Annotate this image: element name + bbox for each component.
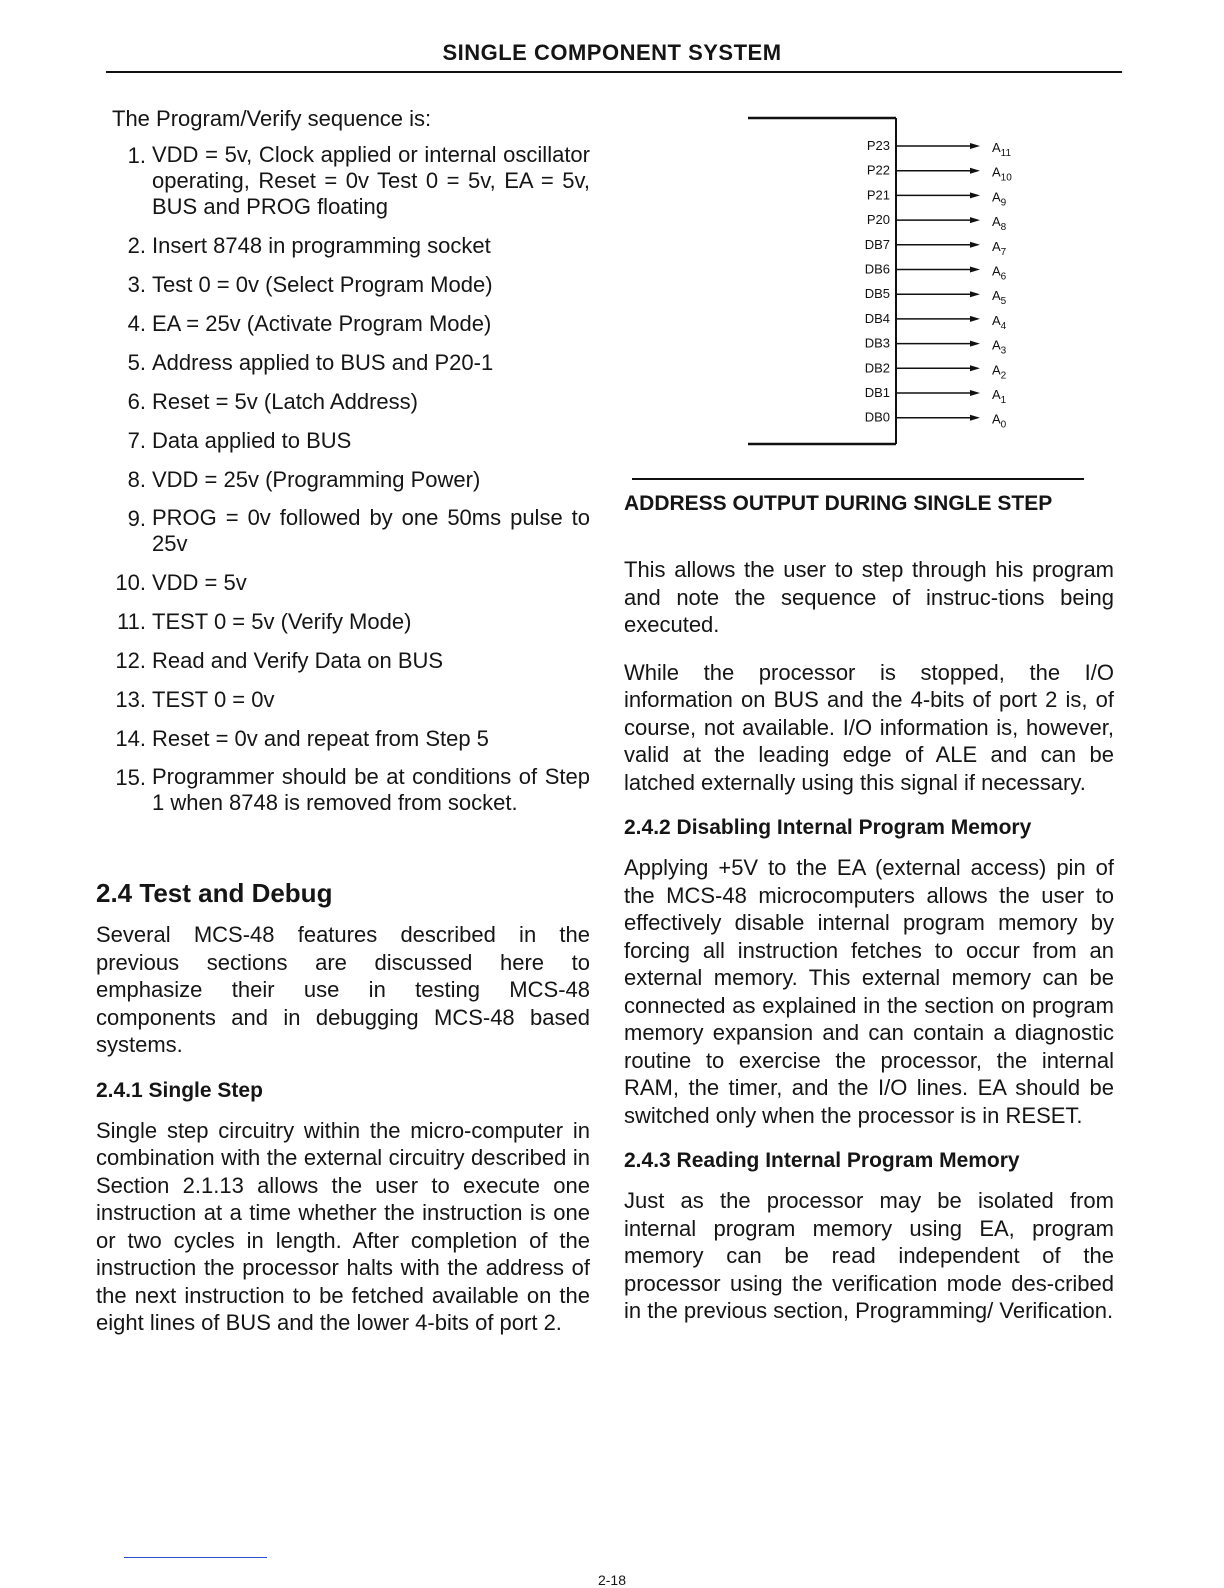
arrow-icon xyxy=(970,291,980,297)
pin-label: DB2 xyxy=(864,360,890,376)
pin-label: DB3 xyxy=(864,335,890,351)
arrow-icon xyxy=(970,217,980,223)
address-label: $A_8$ xyxy=(992,214,1007,234)
address-label: $A_0$ xyxy=(992,411,1007,431)
pin-label: DB5 xyxy=(864,286,890,302)
address-label: $A_5$ xyxy=(992,288,1007,308)
subsection-title-reading: 2.4.3 Reading Internal Program Memory xyxy=(624,1149,1020,1172)
pin-lines xyxy=(865,138,1013,431)
arrow-icon xyxy=(970,390,980,396)
arrow-icon xyxy=(970,192,980,198)
pin-label: DB4 xyxy=(864,310,890,326)
address-label: $A_{11}$ xyxy=(992,140,1012,159)
address-label: $A_6$ xyxy=(992,263,1007,283)
address-label: $A_2$ xyxy=(992,362,1007,382)
section-paragraph: Several MCS-48 features described in the previous sections are discussed here to emphasize their use in testing MCS-48 components and in debugging MCS-48 based systems. xyxy=(96,922,590,1057)
single-step-note: This allows the user to step through his program and note the sequence of instruc-tions being executed. xyxy=(624,557,1114,637)
left-column xyxy=(96,104,590,1357)
list-item: 2. Insert 8748 in programming socket xyxy=(127,233,491,258)
address-label: $A_4$ xyxy=(992,312,1007,332)
io-note: While the processor is stopped, the I/O information on BUS and the 4-bits of port 2 is, of course, not available. I/O information is, however, valid at the leading edge of ALE and can be latched externally using this signal if necessary. xyxy=(624,659,1114,795)
list-item: 14. Reset = 0v and repeat from Step 5 xyxy=(115,726,489,751)
arrow-icon xyxy=(970,341,980,347)
arrow-icon xyxy=(970,365,980,371)
address-label: $A_1$ xyxy=(992,387,1007,406)
caption-rule xyxy=(632,478,1084,480)
arrow-icon xyxy=(970,143,980,149)
list-item: 7. Data applied to BUS xyxy=(127,428,352,453)
page-number: 2-18 xyxy=(597,1572,627,1588)
pin-label: P22 xyxy=(866,162,890,178)
list-item: 5. Address applied to BUS and P20-1 xyxy=(127,350,494,375)
pin-label: DB1 xyxy=(864,385,890,400)
arrow-icon xyxy=(970,168,980,174)
arrow-icon xyxy=(970,316,980,322)
pin-label: P20 xyxy=(866,212,890,228)
list-item: 11. TEST 0 = 5v (Verify Mode) xyxy=(117,609,412,634)
disabling-paragraph: Applying +5V to the EA (external access) pin of the MCS-48 microcomputers allows the user to effectively disable internal program memory by forcing all instruction fetches to occur from an external memory. This external memory can be connected as explained in the section on program memory expansion and can contain a diagnostic routine to exercise the processor, the internal RAM, the timer, and the I/O lines. EA should be switched only when the processor is in RESET. xyxy=(624,855,1114,1128)
list-item: 10. VDD = 5v xyxy=(115,570,247,595)
single-step-paragraph: Single step circuitry within the micro-computer in combination with the external circuitry described in Section 2.1.13 allows the user to execute one instruction at a time whether the instruction is one or two cycles in length. After completion of the instruction the processor halts with the address of the next instruction to be fetched available on the eight lines of BUS and the lower 4-bits of port 2. xyxy=(96,1117,590,1335)
pin-label: P21 xyxy=(866,187,890,203)
list-item: 12. Read and Verify Data on BUS xyxy=(115,648,444,673)
list-item: 1. VDD = 5v, Clock applied or internal oscillator operating, Reset = 0v Test 0 = 5v, EA = 5v, BUS and PROG floating xyxy=(127,142,590,219)
footer-line xyxy=(124,1557,267,1558)
arrow-icon xyxy=(970,267,980,273)
header-rule xyxy=(106,71,1122,73)
right-column xyxy=(624,492,1114,1345)
address-label: $A_{10}$ xyxy=(992,164,1012,184)
program-verify-steps xyxy=(96,142,590,816)
subsection-title-disabling: 2.4.2 Disabling Internal Program Memory xyxy=(624,816,1032,839)
section-title: 2.4 Test and Debug xyxy=(96,878,333,908)
address-label: $A_9$ xyxy=(992,189,1007,209)
list-item: 6. Reset = 5v (Latch Address) xyxy=(127,389,418,414)
subsection-title-single-step: 2.4.1 Single Step xyxy=(96,1078,263,1102)
address-output-diagram xyxy=(744,112,1044,452)
arrow-icon xyxy=(970,242,980,248)
list-item: 15. Programmer should be at conditions of Step 1 when 8748 is removed from socket. xyxy=(115,764,590,815)
list-item: 9. PROG = 0v followed by one 50ms pulse to 25v xyxy=(127,505,590,556)
program-verify-intro: The Program/Verify sequence is: xyxy=(112,106,432,131)
figure-caption: ADDRESS OUTPUT DURING SINGLE STEP xyxy=(624,492,1053,515)
page-header: SINGLE COMPONENT SYSTEM xyxy=(442,40,782,65)
list-item: 3. Test 0 = 0v (Select Program Mode) xyxy=(127,272,493,297)
arrow-icon xyxy=(970,415,980,421)
list-item: 8. VDD = 25v (Programming Power) xyxy=(127,467,481,492)
pin-label: DB0 xyxy=(864,409,890,425)
address-label: $A_7$ xyxy=(992,238,1007,258)
pin-label: P23 xyxy=(866,138,890,153)
reading-paragraph: Just as the processor may be isolated from internal program memory using EA, program memory can be read independent of the processor using the verification mode des-cribed in the previous section, Programming/ Verification. xyxy=(624,1188,1114,1323)
pin-label: DB6 xyxy=(864,261,890,277)
list-item: 4. EA = 25v (Activate Program Mode) xyxy=(127,311,492,336)
list-item: 13. TEST 0 = 0v xyxy=(115,687,275,712)
pin-label: DB7 xyxy=(864,236,890,252)
address-label: $A_3$ xyxy=(992,337,1007,357)
